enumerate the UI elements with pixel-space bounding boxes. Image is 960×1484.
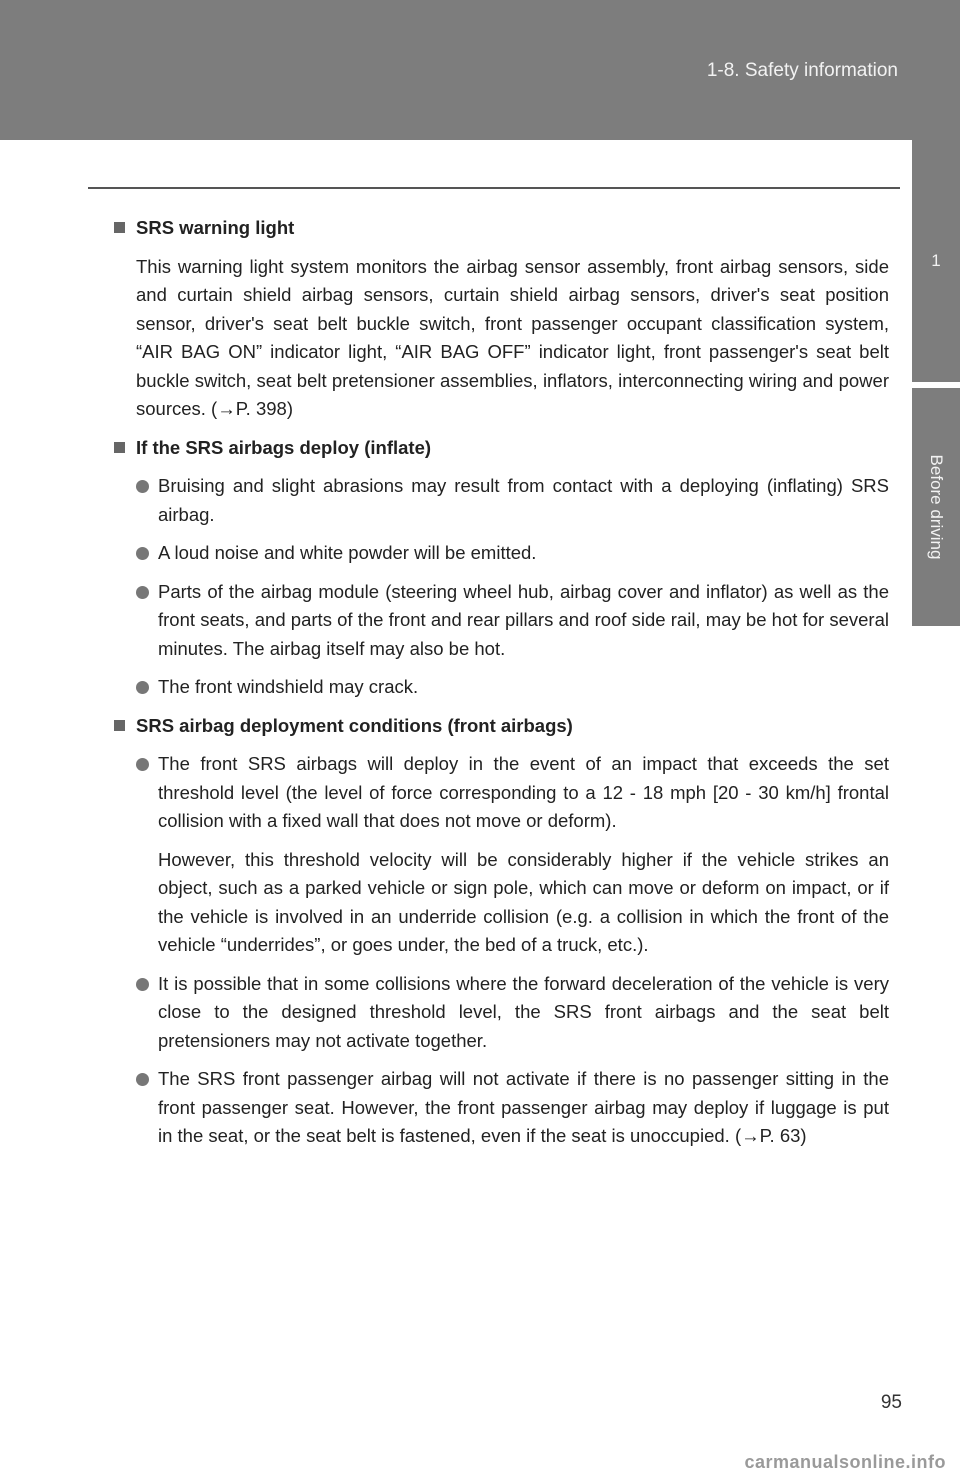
chapter-label: Before driving <box>927 454 946 560</box>
header-divider <box>88 187 900 189</box>
page-number: 95 <box>880 1392 902 1413</box>
chapter-number: 1 <box>931 251 941 270</box>
section-heading: SRS airbag deployment conditions (front airbags) <box>114 712 889 741</box>
chapter-number-tab <box>912 140 960 382</box>
bullet-item: The front SRS airbags will deploy in the event of an impact that exceeds the set threshold level (the level of force corresponding to a 12 - 18 mph [20 - 30 km/h] frontal collision with a fixed wall that does not move or deform). <box>136 750 889 836</box>
bullet-continuation: However, this threshold velocity will be considerably higher if the vehicle strikes an object, such as a parked vehicle or sign pole, which can move or deform on impact, or if the vehicle is involved in an underride collision (e.g. a collision in which the front of the vehicle “underrides”, or goes under, the bed of a truck, etc.). <box>158 848 889 955</box>
bullet-item: It is possible that in some collisions where the forward deceleration of the vehicle is very close to the designed threshold level, the SRS front airbags and the seat belt pretensioners may not activate together. <box>136 970 889 1056</box>
bullet-item: The SRS front passenger airbag will not activate if there is no passenger sitting in the front passenger seat. However, the front passenger airbag may deploy if luggage is put in the seat, or the seat belt is fastened, even if the seat is unoccupied. (→P. 63) <box>136 1065 889 1151</box>
bullet-item: Bruising and slight abrasions may result from contact with a deploying (inflating) SRS airbag. <box>136 472 889 529</box>
section-heading: If the SRS airbags deploy (inflate) <box>114 434 889 463</box>
body-paragraph: This warning light system monitors the airbag sensor assembly, front airbag sensors, side and curtain shield airbag sensors, curtain shield airbag sensors, driver's seat position sensor, driver's seat belt buckle switch, front passenger occupant classification system, “AIR BAG ON” indicator light, “AIR BAG OFF” indicator light, front passenger's seat belt buckle switch, seat belt pretensioner assemblies, inflators, interconnecting wiring and power sources. (→P. 398) <box>136 255 889 419</box>
section-title: 1-8. Safety information <box>706 60 898 81</box>
page-content <box>114 214 889 1161</box>
header-band <box>0 0 960 140</box>
section-heading: SRS warning light <box>114 214 889 243</box>
watermark: carmanualsonline.info <box>744 1452 946 1472</box>
chapter-label-tab <box>912 388 960 626</box>
bullet-item: The front windshield may crack. <box>136 673 889 702</box>
bullet-item: A loud noise and white powder will be emitted. <box>136 539 889 568</box>
bullet-item: Parts of the airbag module (steering wheel hub, airbag cover and inflator) as well as the front seats, and parts of the front and rear pillars and roof side rail, may be hot for several minutes. The airbag itself may also be hot. <box>136 578 889 664</box>
